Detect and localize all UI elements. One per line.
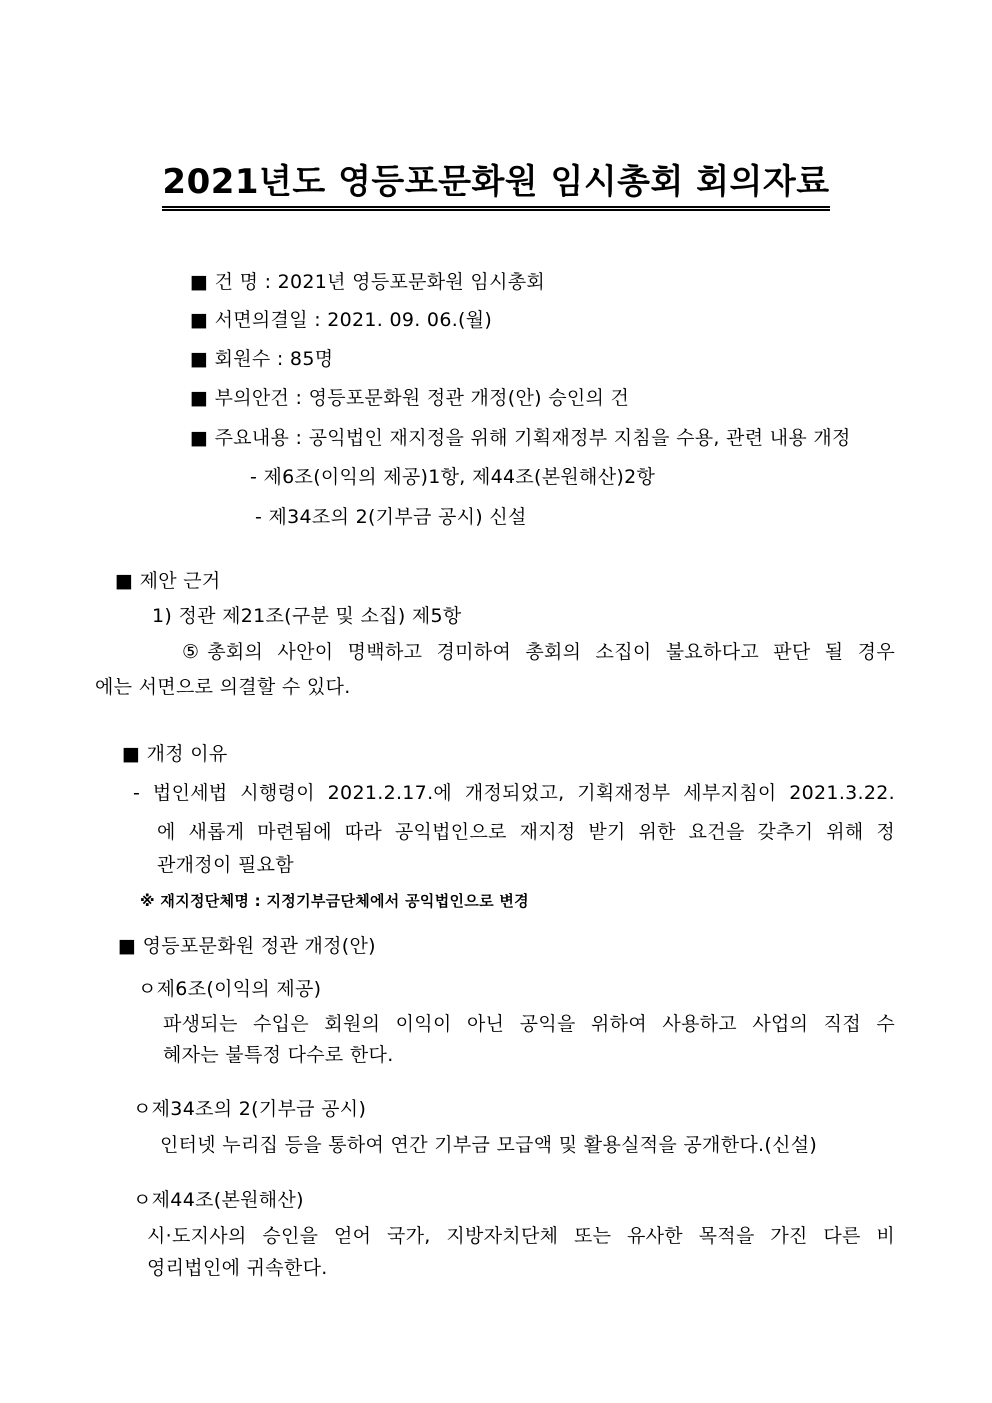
reason-heading: ■ 개정 이유	[122, 743, 228, 765]
summary-main-label: ■ 주요내용 :	[190, 427, 309, 449]
document-title: 2021년도 영등포문화원 임시총회 회의자료	[0, 160, 992, 211]
summary-date: ■ 서면의결일 : 2021. 09. 06.(월)	[190, 309, 493, 331]
article44-line2: 영리법인에 귀속한다.	[147, 1257, 328, 1279]
article44-title: ㅇ제44조(본원해산)	[133, 1189, 304, 1211]
basis-item: 1) 정관 제21조(구분 및 소집) 제5항	[152, 605, 462, 627]
reason-note: ※ 재지정단체명 : 지정기부금단체에서 공익법인으로 변경	[140, 892, 529, 910]
article6-line2: 혜자는 불특정 다수로 한다.	[163, 1044, 394, 1066]
summary-sub1: - 제6조(이익의 제공)1항, 제44조(본원해산)2항	[250, 466, 656, 488]
reason-line3: 관개정이 필요함	[157, 854, 294, 876]
basis-para-line1: ⑤총회의 사안이 명백하고 경미하여 총회의 소집이 불요하다고 판단 될 경우	[182, 641, 895, 663]
summary-members: ■ 회원수 : 85명	[190, 348, 334, 370]
amend-heading: ■ 영등포문화원 정관 개정(안)	[118, 935, 376, 957]
article6-line1: 파생되는 수입은 회원의 이익이 아닌 공익을 위하여 사용하고 사업의 직접 수	[163, 1013, 895, 1035]
article6-title: ㅇ제6조(이익의 제공)	[138, 978, 322, 1000]
article34-title: ㅇ제34조의 2(기부금 공시)	[133, 1098, 367, 1120]
basis-para-line2: 에는 서면으로 의결할 수 있다.	[95, 676, 351, 698]
summary-name: ■ 건 명 : 2021년 영등포문화원 임시총회	[190, 271, 546, 293]
reason-line2: 에 새롭게 마련됨에 따라 공익법인으로 재지정 받기 위한 요건을 갖추기 위해 정	[157, 821, 895, 843]
reason-line1: - 법인세법 시행령이 2021.2.17.에 개정되었고, 기획재정부 세부지침이 2021.3.22.	[133, 782, 895, 804]
article44-line1: 시·도지사의 승인을 얻어 국가, 지방자치단체 또는 유사한 목적을 가진 다른 비	[147, 1225, 895, 1247]
summary-agenda: ■ 부의안건 : 영등포문화원 정관 개정(안) 승인의 건	[190, 387, 630, 409]
article34-line1: 인터넷 누리집 등을 통하여 연간 기부금 모급액 및 활용실적을 공개한다.(신설)	[160, 1134, 818, 1156]
basis-heading: ■ 제안 근거	[115, 570, 221, 592]
summary-sub2: - 제34조의 2(기부금 공시) 신설	[255, 506, 527, 528]
summary-main-text: 공익법인 재지정을 위해 기획재정부 지침을 수용, 관련 내용 개정	[308, 427, 851, 449]
summary-main	[190, 426, 851, 450]
